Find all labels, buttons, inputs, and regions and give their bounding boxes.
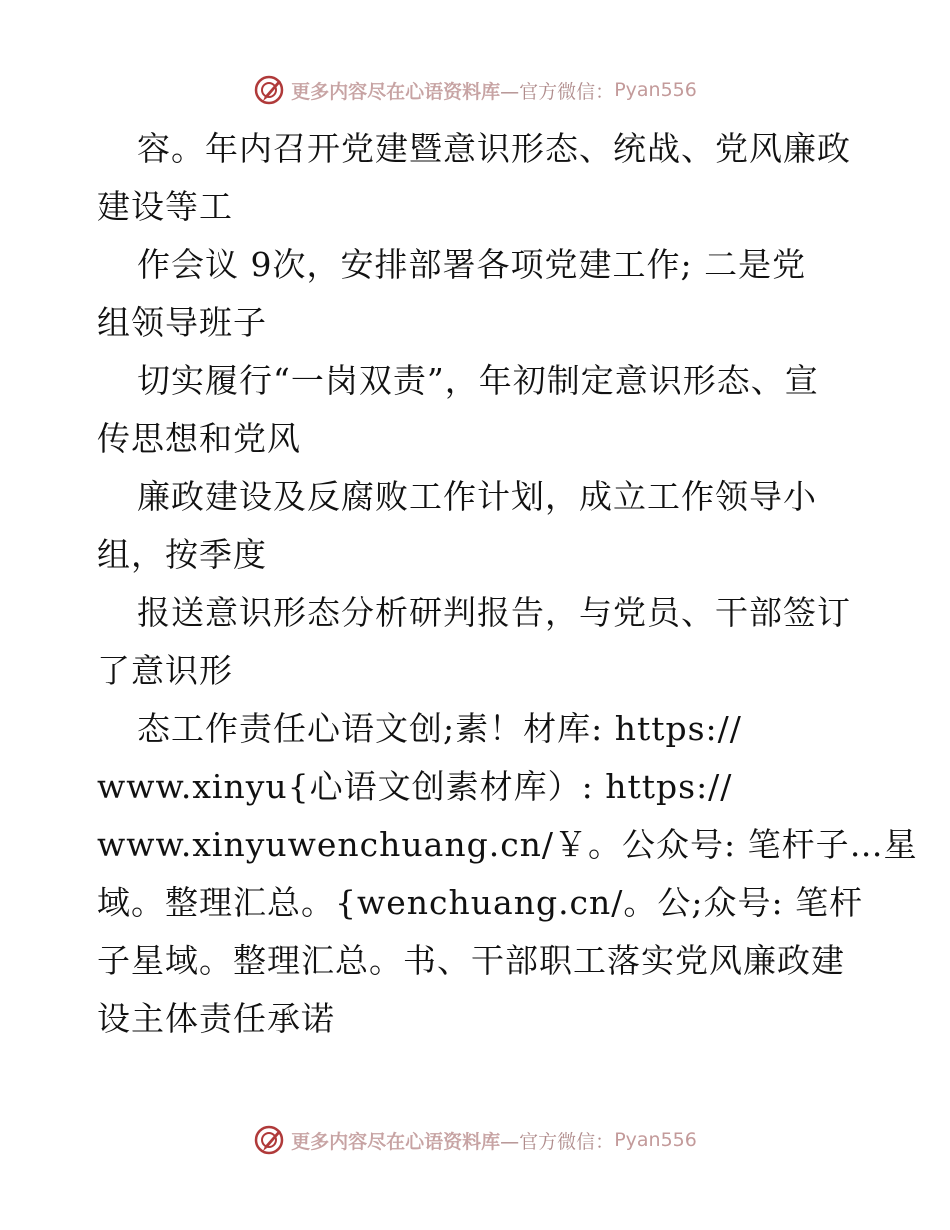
body-line: 了意识形	[97, 651, 233, 690]
body-line: 容。年内召开党建暨意识形态、统战、党风廉政	[137, 129, 851, 168]
header-banner-account-id: Pyan556	[614, 79, 697, 101]
body-line: 切实履行“一岗双责”，年初制定意识形态、宣	[137, 361, 819, 400]
header-banner	[0, 72, 950, 108]
body-line: 组，按季度	[97, 535, 267, 574]
brand-logo-icon	[253, 1124, 285, 1156]
body-line: 作会议 9次，安排部署各项党建工作; 二是党	[137, 245, 807, 284]
document-body	[97, 120, 918, 1048]
body-line: 子星域。整理汇总。书、干部职工落实党风廉政建	[97, 941, 845, 980]
body-line: 传思想和党风	[97, 419, 301, 458]
footer-banner	[0, 1122, 950, 1158]
footer-banner-main-text: 更多内容尽在心语资料库	[291, 1130, 501, 1153]
body-line: www.xinyuwenchuang.cn/￥。公众号: 笔杆子…星	[97, 825, 918, 864]
body-line: 报送意识形态分析研判报告，与党员、干部签订	[137, 593, 851, 632]
body-line: 域。整理汇总。{wenchuang.cn/。公;众号: 笔杆	[97, 883, 864, 922]
body-line: 设主体责任承诺	[97, 999, 335, 1038]
header-banner-main-text: 更多内容尽在心语资料库	[291, 80, 501, 103]
body-line: 态工作责任心语文创;素！材库: https://	[137, 709, 742, 748]
body-line: 廉政建设及反腐败工作计划，成立工作领导小	[137, 477, 817, 516]
header-banner-sub-text: —官方微信：	[500, 80, 615, 103]
footer-banner-sub-text: —官方微信：	[500, 1130, 615, 1153]
body-line: 组领导班子	[97, 303, 267, 342]
footer-banner-account-id: Pyan556	[614, 1129, 697, 1151]
body-line: 建设等工	[97, 187, 233, 226]
brand-logo-icon	[253, 74, 285, 106]
body-line: www.xinyu{心语文创素材库）: https://	[97, 767, 733, 806]
